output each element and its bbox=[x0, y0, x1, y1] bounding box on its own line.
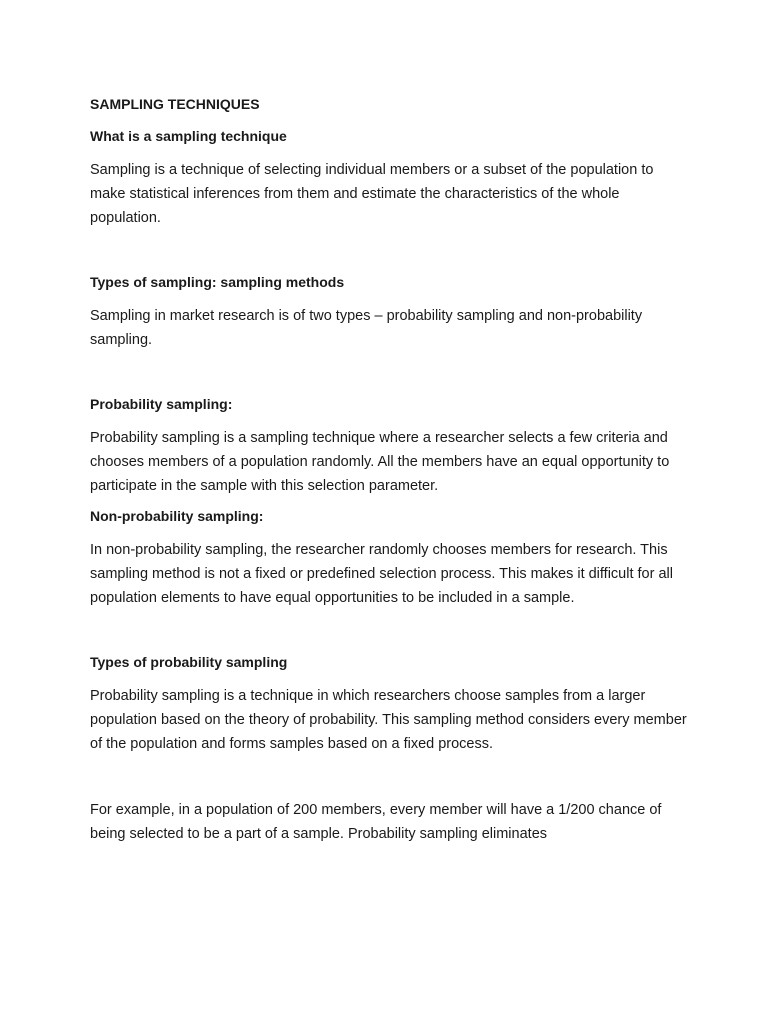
section-heading-types-of-probability-sampling: Types of probability sampling bbox=[90, 654, 288, 670]
section-heading-non-probability-sampling: Non-probability sampling: bbox=[90, 508, 264, 524]
document-page bbox=[90, 94, 690, 846]
section-heading-what-is-sampling: What is a sampling technique bbox=[90, 128, 287, 144]
document-title: SAMPLING TECHNIQUES bbox=[90, 96, 260, 112]
section-paragraph-types-of-probability-sampling: Probability sampling is a technique in which researchers choose samples from a larger population based on the theory of probability. This sampling method considers every member of the population and forms samples based on a fixed process. bbox=[90, 688, 687, 752]
closing-paragraph: For example, in a population of 200 members, every member will have a 1/200 chance of being selected to be a part of a sample. Probability sampling eliminates bbox=[90, 802, 662, 842]
section-paragraph-what-is-sampling: Sampling is a technique of selecting individual members or a subset of the population to make statistical inferences from them and estimate the characteristics of the whole population. bbox=[90, 162, 654, 226]
section-heading-probability-sampling: Probability sampling: bbox=[90, 396, 233, 412]
section-paragraph-non-probability-sampling: In non-probability sampling, the researcher randomly chooses members for research. This sampling method is not a fixed or predefined selection process. This makes it difficult for all population elements to have equal opportunities to be included in a sample. bbox=[90, 542, 673, 606]
section-paragraph-types-of-sampling: Sampling in market research is of two types – probability sampling and non-probability sampling. bbox=[90, 308, 643, 348]
section-paragraph-probability-sampling: Probability sampling is a sampling technique where a researcher selects a few criteria and chooses members of a population randomly. All the members have an equal opportunity to participate in the sample with this selection parameter. bbox=[90, 430, 670, 494]
section-heading-types-of-sampling: Types of sampling: sampling methods bbox=[90, 274, 345, 290]
